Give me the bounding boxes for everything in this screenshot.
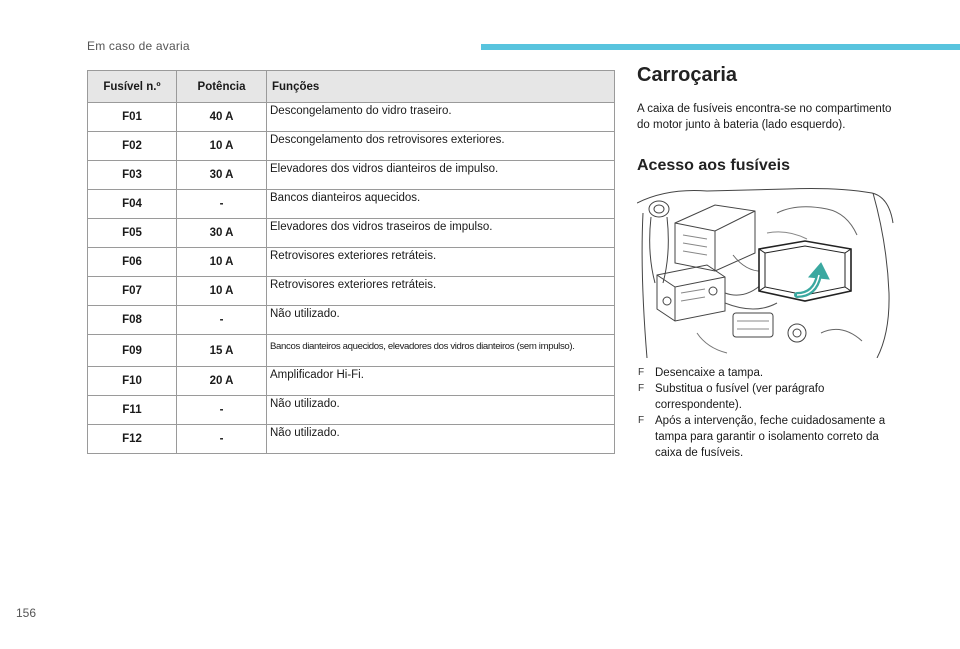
fuse-function: Descongelamento do vidro traseiro. — [267, 103, 615, 132]
step-text: Substitua o fusível (ver parágrafo correspondente). — [655, 383, 825, 411]
list-item — [637, 413, 895, 461]
engine-bay-illustration — [637, 183, 895, 358]
fuse-table — [87, 70, 615, 454]
step-text: Desencaixe a tampa. — [655, 367, 764, 379]
fuse-function: Bancos dianteiros aquecidos, elevadores dos vidros dianteiros (sem impulso). — [267, 335, 615, 367]
bullet-icon: F — [638, 383, 645, 394]
fuse-power: 30 A — [177, 219, 267, 248]
fuse-function: Elevadores dos vidros traseiros de impulso. — [267, 219, 615, 248]
fuse-id: F01 — [88, 103, 177, 132]
table-row — [88, 335, 615, 367]
fuse-power: 20 A — [177, 367, 267, 396]
table-row — [88, 396, 615, 425]
fuse-function: Descongelamento dos retrovisores exteriores. — [267, 132, 615, 161]
fuse-power: 10 A — [177, 132, 267, 161]
fuse-id: F06 — [88, 248, 177, 277]
fuse-power: - — [177, 396, 267, 425]
table-row — [88, 425, 615, 454]
bullet-icon: F — [638, 367, 645, 378]
table-row — [88, 161, 615, 190]
step-text: Após a intervenção, feche cuidadosamente a tampa para garantir o isolamento correto da caixa de fusíveis. — [655, 415, 886, 459]
fuse-power: 10 A — [177, 277, 267, 306]
fuse-power: - — [177, 306, 267, 335]
fuse-id: F02 — [88, 132, 177, 161]
fuse-id: F09 — [88, 335, 177, 367]
section-header: Em caso de avaria — [87, 39, 190, 53]
fuse-id: F11 — [88, 396, 177, 425]
page-number: 156 — [16, 606, 37, 620]
table-row — [88, 103, 615, 132]
list-item — [637, 381, 895, 413]
table-header-row — [88, 71, 615, 103]
fuse-id: F07 — [88, 277, 177, 306]
fuse-function: Bancos dianteiros aquecidos. — [267, 190, 615, 219]
fuse-function: Não utilizado. — [267, 306, 615, 335]
table-row — [88, 306, 615, 335]
fuse-power: 30 A — [177, 161, 267, 190]
fuse-id: F08 — [88, 306, 177, 335]
column-header-fuse-number: Fusível n.º — [88, 71, 177, 103]
table-row — [88, 248, 615, 277]
fuse-function: Amplificador Hi-Fi. — [267, 367, 615, 396]
fuse-id: F03 — [88, 161, 177, 190]
fuse-id: F05 — [88, 219, 177, 248]
fuse-power: - — [177, 425, 267, 454]
column-header-functions: Funções — [267, 71, 615, 103]
fuse-id: F12 — [88, 425, 177, 454]
subsection-title: Acesso aos fusíveis — [637, 157, 790, 174]
list-item — [637, 365, 895, 381]
fuse-power: 10 A — [177, 248, 267, 277]
fuse-function: Retrovisores exteriores retráteis. — [267, 248, 615, 277]
fuse-id: F10 — [88, 367, 177, 396]
table-row — [88, 190, 615, 219]
fuse-function: Elevadores dos vidros dianteiros de impulso. — [267, 161, 615, 190]
table-row — [88, 367, 615, 396]
fuse-power: 40 A — [177, 103, 267, 132]
fuse-power: 15 A — [177, 335, 267, 367]
fuse-function: Retrovisores exteriores retráteis. — [267, 277, 615, 306]
fuse-id: F04 — [88, 190, 177, 219]
fuse-function: Não utilizado. — [267, 425, 615, 454]
intro-paragraph: A caixa de fusíveis encontra-se no compartimento do motor junto à bateria (lado esquerdo). — [637, 103, 892, 131]
bullet-icon: F — [638, 415, 645, 426]
fuse-function: Não utilizado. — [267, 396, 615, 425]
steps-list — [637, 365, 895, 461]
section-title: Carroçaria — [637, 64, 738, 86]
table-row — [88, 277, 615, 306]
table-row — [88, 219, 615, 248]
table-row — [88, 132, 615, 161]
header-accent-bar — [481, 44, 960, 50]
column-header-power: Potência — [177, 71, 267, 103]
fuse-power: - — [177, 190, 267, 219]
